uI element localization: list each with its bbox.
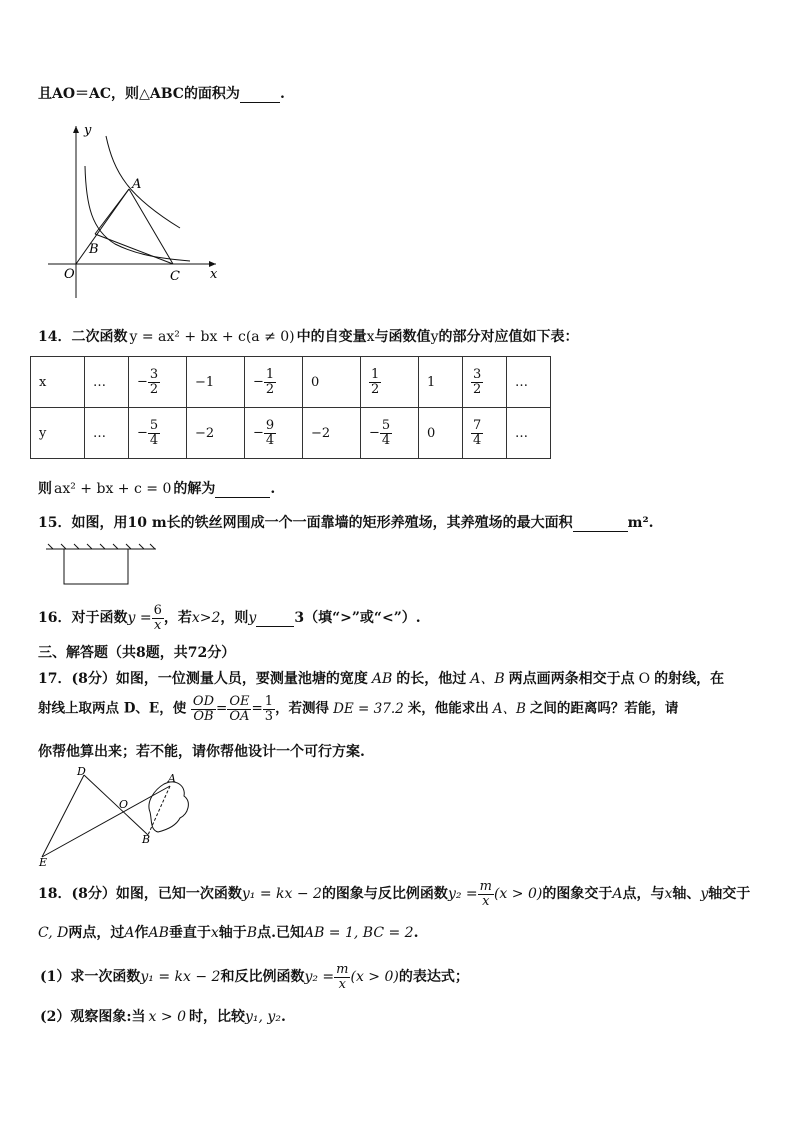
q18-line1 — [38, 880, 750, 908]
q18-line1-pre: 18．(8分）如图，已知一次函数 — [38, 886, 242, 903]
q18-line2-a: A — [124, 925, 135, 941]
q17-f2d: OA — [229, 708, 250, 724]
label-b: B — [89, 242, 99, 257]
q17-ab: AB — [371, 671, 393, 687]
q17-frac-1-3 — [263, 695, 275, 723]
q14-post: 的部分对应值如下表： — [438, 329, 579, 345]
q18-sub1-cond: (x > 0) — [350, 969, 399, 986]
q16-text — [38, 604, 421, 632]
q14-after-pre: 则 — [38, 481, 52, 497]
q17-line1-pre: 17．(8分）如图，一位测量人员，要测量池塘的宽度 — [38, 671, 368, 687]
label-o: O — [64, 267, 75, 282]
label-d: D — [77, 765, 86, 778]
q13-text — [38, 83, 285, 103]
pond-outline — [149, 782, 188, 832]
q17-f2n: OE — [229, 694, 250, 709]
q14-number: 14． — [38, 329, 72, 345]
table-cell: $\frac{7}{4}$ — [463, 408, 507, 459]
q16-mid: ，若 — [163, 610, 192, 627]
q17-line2-mid2: 米，他能求出 — [407, 700, 489, 717]
q18-line2-ab: AB — [148, 925, 169, 941]
q17-line1 — [38, 668, 724, 688]
q18-sub1-n: m — [336, 962, 349, 977]
table-cell: x — [31, 357, 85, 408]
q18-points-cd: C, D — [38, 925, 69, 941]
segment-ab — [95, 189, 129, 234]
label-b: B — [142, 833, 151, 846]
q18-sub2-pre: (2）观察图象:当 — [40, 1009, 146, 1025]
q17-ab3: A、B — [492, 700, 526, 717]
q18-line2-b: B — [246, 925, 258, 941]
q16-answer-blank — [256, 610, 294, 627]
q16-numerator: 6 — [153, 603, 162, 618]
q18-sub1-pre: (1）求一次函数 — [40, 969, 141, 986]
q17-line1-mid: 的长，他过 — [396, 671, 467, 687]
q18-sub1-f2-lhs: y₂ = — [304, 969, 335, 986]
q17-frac-oe-oa — [227, 695, 251, 723]
q16-func-lhs: y = — [127, 610, 152, 627]
q16-pre: 16．对于函数 — [38, 610, 128, 627]
table-cell: − $\frac{3}{2}$ — [129, 357, 187, 408]
q13-end: . — [279, 86, 285, 102]
q18-inverse-cond: (x > 0) — [493, 886, 543, 903]
segment-bc — [95, 234, 173, 264]
q13-pre: 且AO＝AC，则 — [38, 86, 140, 102]
q14-after-post: 的解为 — [173, 481, 216, 497]
segment-ab-dashed — [148, 786, 170, 835]
q14-text — [38, 326, 578, 346]
q14-mid2: 与函数值 — [374, 329, 431, 345]
y-axis-arrow — [73, 126, 79, 133]
label-c: C — [170, 269, 180, 284]
q18-line2-cond: AB = 1, BC = 2 — [303, 925, 414, 941]
hyperbola-outer — [106, 136, 180, 228]
segment-db — [84, 775, 148, 835]
q15-mid: 长的铁丝网围成一个一面靠墙的矩形养殖场，其养殖场的最大面积 — [166, 515, 573, 531]
q18-sub2-vars: y₁, y₂ — [244, 1009, 281, 1025]
q14-formula: y = ax² + bx + c(a ≠ 0) — [129, 329, 295, 345]
table-cell: 0 — [303, 357, 361, 408]
label-e: E — [39, 856, 48, 868]
q18-line2-mid2: 垂直于 — [168, 925, 211, 941]
q17-line2-post: 之间的距离吗？若能，请 — [529, 700, 679, 717]
q14-value-table — [30, 356, 551, 459]
segment-ac — [129, 189, 173, 264]
q17-line2-pre: 射线上取两点 D、E，使 — [38, 700, 187, 717]
q18-sub1-f1: y₁ = kx − 2 — [140, 969, 221, 986]
q18-line2-mid: 作 — [134, 925, 149, 941]
q15-answer-blank — [573, 515, 628, 532]
q18-linear-function: y₁ = kx − 2 — [241, 886, 322, 903]
q18-line2-mid4: 点.已知 — [257, 925, 304, 941]
q17-f3d: 3 — [264, 708, 274, 724]
section-heading: 三、解答题（共8题，共72分） — [38, 645, 236, 661]
q16-mid2: ，则 — [220, 610, 249, 627]
q16-denominator: x — [154, 617, 162, 633]
q14-var-y: y — [430, 329, 439, 345]
q18-line1-end: 轴交于 — [708, 886, 751, 903]
q15-figure — [44, 543, 160, 588]
q18-frac-n: m — [479, 879, 492, 894]
q17-o: O — [638, 671, 651, 687]
table-cell: … — [507, 408, 551, 459]
wall-hatching — [48, 544, 155, 549]
q18-point-a: A — [612, 886, 623, 903]
q18-sub2 — [40, 1006, 286, 1026]
q18-line2-mid3: 轴于 — [218, 925, 247, 941]
q15-length: 10 m — [127, 515, 167, 531]
q16-fraction — [152, 604, 164, 632]
q15-text — [38, 512, 653, 532]
q15-end: m². — [627, 515, 654, 531]
label-y: y — [84, 123, 92, 138]
table-cell: − $\frac{5}{4}$ — [361, 408, 419, 459]
q18-axis-x: x — [664, 886, 673, 903]
q14-pre: 二次函数 — [71, 329, 128, 345]
table-cell: … — [85, 357, 129, 408]
q18-line1-mid2: 的图象交于 — [542, 886, 613, 903]
q18-sub2-mid: 时，比较 — [188, 1009, 245, 1025]
q18-inverse-lhs: y₂ = — [447, 886, 478, 903]
q18-sub1 — [40, 963, 469, 991]
label-x: x — [210, 267, 218, 282]
label-a: A — [168, 772, 176, 785]
q17-line3: 你帮他算出来；若不能，请你帮他设计一个可行方案. — [38, 744, 365, 760]
q17-line1-end: 的射线，在 — [654, 671, 725, 687]
q18-line1-post2: 轴、 — [672, 886, 701, 903]
q18-sub2-end: . — [280, 1009, 286, 1025]
q18-line1-post: 点，与 — [622, 886, 665, 903]
q13-triangle: △ABC — [139, 86, 184, 102]
q13-answer-blank — [240, 86, 280, 103]
q17-line2: 射线上取两点 D、E，使 $\frac{OD}{OB}$ = $\frac{OE}{OA}$ = $\frac{1}{3}$ ，若测得 DE = 37.2 米，他能求出 A、B 之间的距离吗？若能，请 — [38, 694, 679, 724]
q18-line1-mid: 的图象与反比例函数 — [321, 886, 448, 903]
q18-line2-pre: 两点，过 — [68, 925, 125, 941]
q18-axis-y: y — [700, 886, 709, 903]
q16-post: 3（填“>”或“<”）. — [294, 610, 421, 627]
table-cell: $\frac{1}{2}$ — [361, 357, 419, 408]
table-cell: 0 — [419, 408, 463, 459]
q18-sub1-d: x — [338, 976, 346, 992]
table-cell: y — [31, 408, 85, 459]
q17-line1-post: 两点画两条相交于点 — [508, 671, 635, 687]
q17-f1d: OB — [193, 708, 214, 724]
table-cell: 1 — [419, 357, 463, 408]
q18-line2 — [38, 922, 418, 942]
label-a: A — [132, 177, 142, 192]
q13-post: 的面积为 — [183, 86, 240, 102]
table-cell: … — [507, 357, 551, 408]
table-cell: −2 — [303, 408, 361, 459]
q16-condition: x>2 — [191, 610, 221, 627]
q18-line2-x: x — [210, 925, 219, 941]
q18-sub1-mid: 和反比例函数 — [220, 969, 305, 986]
q14-after-formula: ax² + bx + c = 0 — [54, 481, 172, 497]
table-cell: $\frac{3}{2}$ — [463, 357, 507, 408]
q14-after — [38, 478, 275, 498]
q13-figure — [40, 118, 230, 306]
q14-answer-blank — [215, 481, 270, 498]
table-cell: − $\frac{9}{4}$ — [245, 408, 303, 459]
table-cell: −2 — [187, 408, 245, 459]
fence-rectangle — [64, 549, 128, 584]
q14-mid: 中的自变量 — [296, 329, 367, 345]
q17-de: DE = 37.2 — [333, 700, 404, 717]
q17-f1n: OD — [192, 694, 214, 709]
q18-sub1-frac — [334, 963, 350, 991]
table-cell: −1 — [187, 357, 245, 408]
q16-var: y — [248, 610, 257, 627]
q18-line2-end: . — [413, 925, 419, 941]
table-cell: − $\frac{5}{4}$ — [129, 408, 187, 459]
q17-f3n: 1 — [264, 694, 274, 709]
q18-inverse-frac — [478, 880, 494, 908]
q14-after-end: . — [270, 481, 276, 497]
q15-pre: 15．如图，用 — [38, 515, 128, 531]
table-cell: … — [85, 408, 129, 459]
q18-sub1-post: 的表达式； — [398, 969, 469, 986]
table-row-x — [31, 357, 551, 408]
q17-ab2: A、B — [470, 671, 505, 687]
q18-frac-d: x — [482, 893, 490, 909]
table-cell: − $\frac{1}{2}$ — [245, 357, 303, 408]
q17-frac-od-ob — [191, 695, 216, 723]
segment-ea — [42, 786, 170, 857]
q17-line2-mid: ，若测得 — [275, 700, 330, 717]
table-row-y — [31, 408, 551, 459]
label-o: O — [119, 798, 129, 811]
q17-figure — [36, 764, 196, 868]
segment-de — [42, 775, 84, 857]
q18-sub2-cond: x > 0 — [148, 1009, 186, 1025]
q14-var-x: x — [366, 329, 375, 345]
